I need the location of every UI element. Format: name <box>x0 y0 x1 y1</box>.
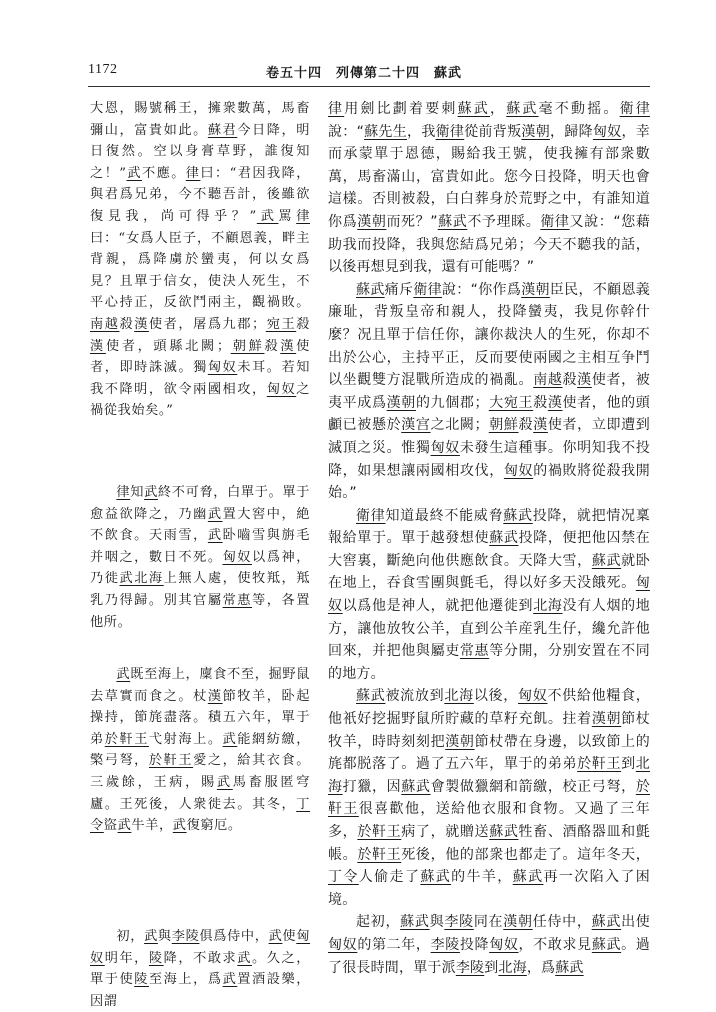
proper-name: 蘇武 <box>512 869 544 886</box>
translation-column <box>328 98 650 979</box>
proper-name: 漢朝 <box>357 213 387 230</box>
proper-name: 武 <box>172 818 187 834</box>
proper-name: 武 <box>207 528 223 544</box>
proper-name: 於靬王 <box>577 756 622 773</box>
proper-name: 武 <box>126 165 142 181</box>
original-paragraph: 大恩，賜號稱王，擁衆數萬，馬畜彌山，富貴如此。蘇君今日降，明日復然。空以身膏草野，誰復知之！”武不應。律曰：“君因我降，與君爲兄弟，今不聽吾計，後雖欲復見我，尚可得乎？”武罵律曰：“女爲人臣子，不顧恩義，畔主背親，爲降虜於蠻夷，何以女爲見？且單于信女，使決人死生，不平心持正，反欲鬥兩主，觀禍敗。南越殺漢使者，屠爲九郡；宛王殺漢使者，頭縣北闕；朝鮮殺漢使者，即時誅滅。獨匈奴未耳。若知我不降明，欲令兩國相攻，匈奴之禍從我始矣。” <box>90 101 311 419</box>
proper-name: 李陵 <box>171 929 200 944</box>
proper-name: 蘇武 <box>401 778 431 795</box>
proper-name: 丁令 <box>328 869 359 886</box>
proper-name: 蘇武 <box>437 213 468 230</box>
proper-name: 蘇君 <box>207 122 238 138</box>
proper-name: 蘇武 <box>420 869 452 886</box>
proper-name: 李陵 <box>455 959 485 976</box>
original-paragraph: 律知武終不可脅，白單于。單于愈益欲降之，乃幽武置大窖中，絶不飲食。天雨雪，武卧嚙雪與旃毛并咽之，數日不死。匈奴以爲神，乃徙武北海上無人處，使牧羝，羝乳乃得歸。別其官屬常惠等，各置他所。 <box>90 485 311 630</box>
proper-name: 漢 <box>134 316 149 332</box>
proper-name: 武 <box>144 485 158 500</box>
proper-name: 於靬王 <box>328 778 650 818</box>
translation-paragraph: 蘇武痛斥衛律說：“你作爲漢朝臣民，不顧恩義廉耻，背叛皇帝和親人，投降蠻夷，我見你幹什麼？况且單于信任你，讓你裁決人的生死，你却不出於公心，主持平正，反而要使兩國之主相互争鬥以坐觀雙方混戰所造成的禍亂。南越殺漢使者，被夷平成爲漢朝的九個郡；大宛王殺漢使者，他的頭顱已被懸於漢宫之北闕；朝鮮殺漢使者，立即遭到滅頂之災。惟獨匈奴未發生這種事。你明知我不投降，如果想讓兩國相攻伐，匈奴的禍敗將從殺我開始。” <box>328 281 650 502</box>
proper-name: 李陵 <box>430 936 460 953</box>
original-paragraph: 初，武與李陵俱爲侍中，武使匈奴明年，陵降，不敢求武。久之，單于使陵至海上，爲武置酒設樂，因謂 <box>90 929 311 1009</box>
proper-name: 蘇武 <box>457 101 490 117</box>
proper-name: 漢 <box>533 417 548 434</box>
proper-name: 常惠 <box>222 592 253 608</box>
proper-name: 南越 <box>533 372 563 389</box>
proper-name: 匈奴 <box>503 462 534 479</box>
proper-name: 律 <box>185 165 201 181</box>
proper-name: 漢 <box>280 338 297 354</box>
proper-name: 武 <box>119 571 135 587</box>
proper-name: 宛王 <box>265 316 297 332</box>
proper-name: 蘇武 <box>591 552 622 569</box>
proper-name: 漢 <box>547 394 563 411</box>
proper-name: 於靬王 <box>357 846 402 863</box>
running-head: 卷五十四 列傳第二十四 蘇武 <box>266 66 463 81</box>
proper-name: 衛律 <box>435 123 465 140</box>
translation-paragraph: 律用劍比劃着要刺蘇武，蘇武毫不動摇。衛律說：“蘇先生，我衛律從前背叛漢朝，歸降匈奴，幸而承蒙單于恩德，賜給我王號，使我擁有部衆數萬，馬畜滿山，富貴如此。您今日投降，明天也會這樣。否則被殺，白白葬身於荒野之中，有誰知道你爲漢朝而死？”蘇武不予理睬。衛律又說：“您藉助我而投降，我與您結爲兄弟；今天不聽我的話，以後再想見到我，還有可能嗎？” <box>328 101 651 276</box>
proper-name: 蘇武 <box>591 914 622 931</box>
proper-name: 蘇武 <box>503 507 533 524</box>
proper-name: 北海 <box>498 959 527 976</box>
proper-name: 匈奴 <box>90 929 311 966</box>
proper-name: 於靬王 <box>357 824 402 840</box>
proper-name: 丁令 <box>90 796 310 834</box>
proper-name: 匈奴 <box>430 439 460 456</box>
proper-name: 漢朝 <box>503 914 533 931</box>
translation-paragraph: 蘇武被流放到北海以後，匈奴不供給他糧食，他衹好挖掘野鼠所貯藏的草籽充飢。拄着漢朝節杖牧羊，時時刻刻把漢朝節杖帶在身邊，以致節上的旄都脱落了。過了五六年，單于的弟弟於靬王到北海打獵，因蘇武會製做獵網和箭繳，校正弓弩，於靬王很喜歡他，送給他衣服和食物。又過了三年多，於靬王病了，就贈送蘇武牲畜、酒酪器皿和氈帳。於靬王死後，他的部衆也都走了。這年冬天，丁令人偷走了蘇武的牛羊，蘇武再一次陷入了困境。 <box>328 688 650 908</box>
page-header <box>88 62 648 84</box>
proper-name: 大宛王 <box>488 394 534 411</box>
proper-name: 北海 <box>328 756 650 795</box>
proper-name: 朝鮮 <box>488 417 519 434</box>
proper-name: 衛律 <box>356 507 386 524</box>
proper-name: 漢朝 <box>591 711 622 728</box>
page-number: 1172 <box>88 62 118 77</box>
proper-name: 匈奴 <box>207 360 238 376</box>
proper-name: 律 <box>296 208 310 224</box>
proper-name: 律 <box>328 101 345 117</box>
proper-name: 漢朝 <box>521 123 550 140</box>
proper-name: 武 <box>216 774 233 790</box>
proper-name: 陵 <box>148 950 164 966</box>
proper-name: 常惠 <box>459 643 490 660</box>
proper-name: 蘇武 <box>591 936 622 953</box>
proper-name: 蘇武 <box>356 281 385 298</box>
proper-name: 衛律 <box>540 213 570 230</box>
proper-name: 匈奴 <box>592 123 622 140</box>
proper-name: 武 <box>116 667 131 682</box>
proper-name: 武 <box>222 731 238 747</box>
proper-name: 於靬王 <box>148 753 194 769</box>
proper-name: 武 <box>207 506 223 522</box>
proper-name: 李陵 <box>444 914 474 931</box>
proper-name: 漢 <box>577 372 592 389</box>
proper-name: 武 <box>222 972 238 988</box>
proper-name: 於靬王 <box>104 731 149 747</box>
proper-name: 朝鮮 <box>230 338 265 354</box>
proper-name: 武 <box>237 950 253 966</box>
proper-name: 蘇武 <box>489 824 519 840</box>
proper-name: 漢 <box>207 688 223 704</box>
header-rule <box>88 86 650 87</box>
proper-name: 陵 <box>134 972 149 988</box>
proper-name: 匈奴 <box>328 575 650 615</box>
proper-name: 衛律 <box>413 281 442 298</box>
translation-paragraph: 衛律知道最終不能威脅蘇武投降，就把情况稟報給單于。單于越發想使蘇武投降，便把他囚禁在大窖裏，斷絶向他供應飲食。天降大雪，蘇武就卧在地上，吞食雪團與氈毛，得以好多天没餓死。匈奴以爲他是神人，就把他遷徙到北海没有人烟的地方，讓他放牧公羊，直到公羊産乳生仔，纔允許他回來，并把他與屬吏常惠等分開，分别安置在不同的地方。 <box>328 507 650 682</box>
proper-name: 匈奴 <box>328 936 358 953</box>
proper-name: 漢 <box>90 338 106 354</box>
proper-name: 漢朝 <box>521 281 550 298</box>
proper-name: 漢宫 <box>401 417 431 434</box>
proper-name: 南越 <box>90 316 120 332</box>
proper-name: 律 <box>116 485 131 500</box>
proper-name: 蘇武 <box>489 530 519 547</box>
proper-name: 匈奴 <box>517 688 548 705</box>
proper-name: 武 <box>144 929 158 944</box>
proper-name: 蘇武 <box>555 959 584 976</box>
proper-name: 蘇武 <box>356 688 386 705</box>
proper-name: 蘇武 <box>506 101 539 117</box>
proper-name: 武 <box>256 208 279 224</box>
proper-name: 衛律 <box>619 101 651 117</box>
proper-name: 北海 <box>134 571 164 587</box>
proper-name: 匈奴 <box>489 936 519 953</box>
original-paragraph: 武既至海上，廩食不至，掘野鼠去草實而食之。杖漢節牧羊，卧起操持，節旄盡落。積五六年，單于弟於靬王弋射海上。武能網紡繳，檠弓弩，於靬王愛之，給其衣食。三歲餘，王病，賜武馬畜服匿穹廬。王死後，人衆徙去。其冬，丁令盜武牛羊，武復窮厄。 <box>90 667 310 834</box>
proper-name: 漢朝 <box>445 733 475 750</box>
proper-name: 漢朝 <box>386 394 416 411</box>
translation-paragraph: 起初，蘇武與李陵同在漢朝任侍中，蘇武出使匈奴的第二年，李陵投降匈奴，不敢求見蘇武。過了很長時間，單于派李陵到北海，爲蘇武 <box>328 914 651 976</box>
proper-name: 北海 <box>533 598 563 615</box>
proper-name: 蘇先生 <box>364 123 408 140</box>
proper-name: 武 <box>117 818 132 834</box>
proper-name: 匈奴 <box>266 381 297 397</box>
proper-name: 匈奴 <box>222 549 253 565</box>
proper-name: 北海 <box>444 688 474 705</box>
proper-name: 蘇武 <box>400 914 430 931</box>
proper-name: 武 <box>268 929 283 944</box>
